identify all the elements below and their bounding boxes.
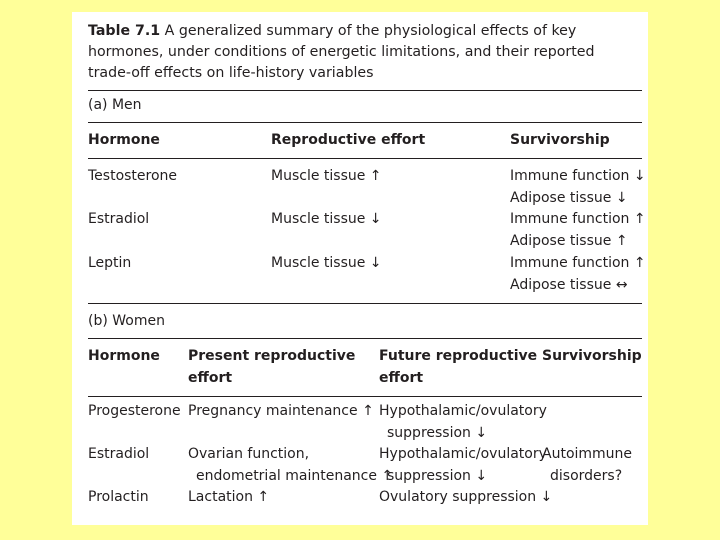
table-page [72,12,648,525]
women-row-present: Ovarian function, [188,446,310,462]
men-row-reproductive: Muscle tissue ↓ [271,211,382,227]
women-row-hormone: Estradiol [88,446,150,462]
men-row-survivorship: Adipose tissue ↑ [510,233,628,249]
men-row-survivorship: Immune function ↑ [510,211,646,227]
women-row-future: Hypothalamic/ovulatory [379,403,547,419]
section-title-men: (a) Men [88,97,142,113]
women-header-present: Present reproductive [188,348,356,364]
rule-women-header-bottom [88,396,642,397]
women-header-hormone: Hormone [88,348,160,364]
women-row-hormone: Prolactin [88,489,149,505]
women-row-future: suppression ↓ [387,425,488,441]
rule-top [88,90,642,91]
women-row-present: Pregnancy maintenance ↑ [188,403,374,419]
women-header-present: effort [188,370,233,386]
men-row-survivorship: Immune function ↑ [510,255,646,271]
men-header-survivorship: Survivorship [510,132,610,148]
men-row-reproductive: Muscle tissue ↓ [271,255,382,271]
men-row-reproductive: Muscle tissue ↑ [271,168,382,184]
women-row-future: suppression ↓ [387,468,488,484]
men-row-hormone: Testosterone [88,168,178,184]
men-header-reproductive: Reproductive effort [271,132,426,148]
men-row-hormone: Estradiol [88,211,150,227]
women-row-survivorship: Autoimmune [542,446,633,462]
men-row-survivorship: Adipose tissue ↓ [510,190,628,206]
rule-men-header-top [88,122,642,123]
men-row-hormone: Leptin [88,255,132,271]
table-label: Table 7.1 [88,23,161,39]
rule-men-bottom [88,303,642,304]
women-row-present: endometrial maintenance ↑ [196,468,394,484]
women-row-future: Ovulatory suppression ↓ [379,489,553,505]
women-row-present: Lactation ↑ [188,489,270,505]
men-row-survivorship: Immune function ↓ [510,168,646,184]
women-header-future: Future reproductive [379,348,538,364]
section-title-women: (b) Women [88,313,165,329]
men-header-hormone: Hormone [88,132,160,148]
rule-women-header-top [88,338,642,339]
rule-men-header-bottom [88,158,642,159]
women-row-survivorship: disorders? [550,468,623,484]
women-row-future: Hypothalamic/ovulatory [379,446,547,462]
women-header-survivorship: Survivorship [542,348,642,364]
women-header-future: effort [379,370,424,386]
women-row-hormone: Progesterone [88,403,181,419]
men-row-survivorship: Adipose tissue ↔ [510,277,628,293]
table-caption [88,21,628,84]
table-caption-text: A generalized summary of the physiological effects of key hormones, under conditions of energetic limitations, and their reported trade-off effects on life-history variables [88,23,595,81]
